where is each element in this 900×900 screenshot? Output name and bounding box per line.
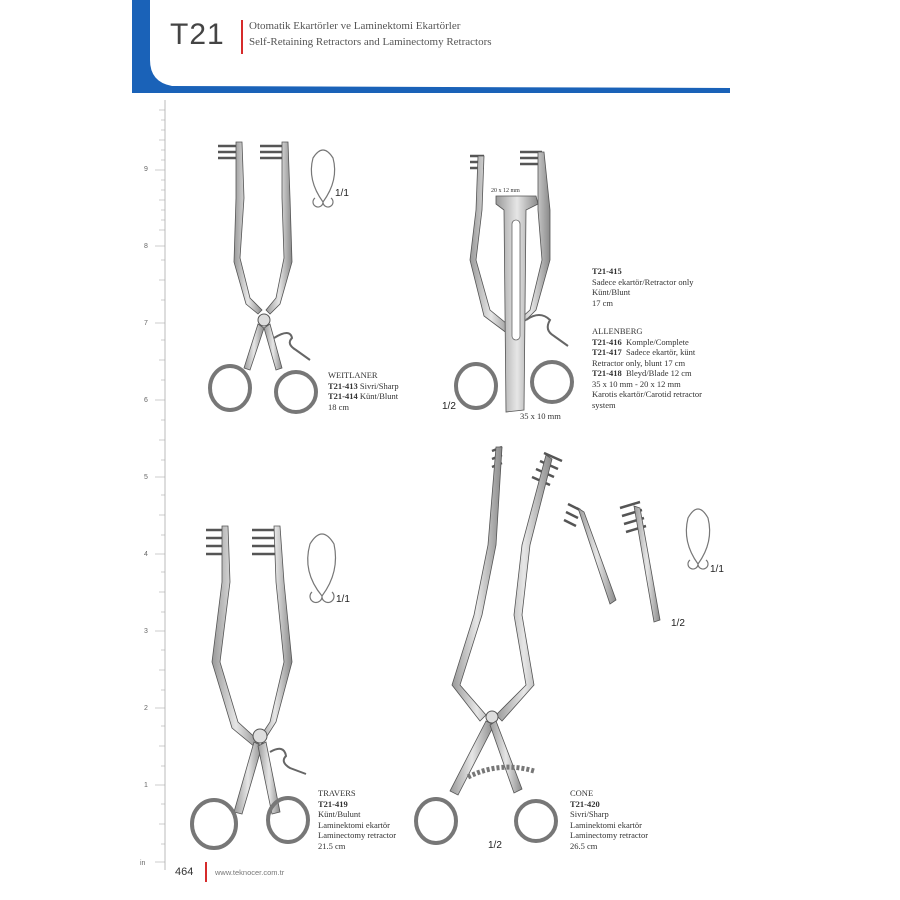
travers-desc-c: Laminectomy retractor (318, 830, 397, 840)
cone-scale: 1/2 (488, 840, 502, 851)
allenberg-name: ALLENBERG (592, 326, 643, 336)
travers-name: TRAVERS (318, 788, 356, 798)
allenberg-blade-top-size: 20 x 12 mm (491, 188, 520, 194)
code-t21-418: T21-418 (592, 368, 622, 378)
chapter-title-en: Self-Retaining Retractors and Laminectomy Retractors (249, 36, 492, 48)
desc-t21-418-c: Karotis ekartör/Carotid retractor (592, 389, 702, 399)
desc-t21-418-b: 35 x 10 mm - 20 x 12 mm (592, 378, 681, 389)
desc-t21-414: Künt/Blunt (359, 391, 399, 401)
ruler-unit: in (140, 860, 146, 867)
size-t21-415: 17 cm (592, 297, 614, 308)
chapter-code: T21 (170, 18, 225, 51)
ruler-mark-6: 6 (144, 397, 148, 404)
allenberg-scale: 1/2 (442, 401, 456, 412)
weitlaner-item-414 (328, 391, 399, 402)
travers-label (318, 788, 396, 851)
desc-t21-413: Sivri/Sharp (359, 380, 399, 391)
cone-label (570, 788, 648, 851)
cone-name: CONE (570, 788, 594, 798)
travers-retractor-image (180, 522, 320, 862)
desc-t21-415-a: Sadece ekartör/Retractor only (592, 276, 694, 287)
ruler-mark-1: 1 (144, 782, 148, 789)
travers-tip-scale: 1/1 (336, 594, 350, 605)
desc-t21-415-b: Künt/Blunt (592, 287, 631, 297)
desc-t21-418: Bleyd/Blade 12 cm (626, 368, 692, 378)
code-t21-415: T21-415 (592, 266, 622, 276)
footer-url[interactable]: www.teknocer.com.tr (215, 868, 285, 877)
weitlaner-tip-profile-image (303, 140, 343, 210)
code-t21-417: T21-417 (592, 347, 622, 357)
cone-tip-scale: 1/1 (710, 564, 724, 575)
header-corner-shape (0, 0, 160, 95)
code-t21-419: T21-419 (318, 798, 348, 809)
weitlaner-size: 18 cm (328, 401, 350, 412)
cone-detail-scale: 1/2 (671, 618, 685, 629)
desc-t21-417-b: Retractor only, blunt 17 cm (592, 357, 686, 368)
header-rule (132, 90, 730, 93)
header-divider (241, 20, 243, 54)
desc-t21-416: Komple/Complete (626, 336, 689, 347)
cone-desc-c: Laminectomy retractor (570, 830, 649, 840)
code-t21-413: T21-413 (328, 380, 358, 391)
desc-t21-417-a: Sadece ekartör, künt (626, 347, 696, 357)
allenberg-label (592, 326, 702, 410)
cone-tip-profile-image (678, 498, 718, 574)
allenberg-415-label (592, 266, 693, 308)
cone-tip-detail-image (560, 500, 670, 630)
ruler-mark-8: 8 (144, 243, 148, 250)
travers-desc-b: Laminektomi ekartör (318, 819, 390, 830)
ruler-mark-3: 3 (144, 628, 148, 635)
weitlaner-tip-scale: 1/1 (335, 188, 349, 199)
cone-desc-b: Laminektomi ekartör (570, 819, 642, 830)
ruler-mark-4: 4 (144, 551, 148, 558)
footer-divider (205, 862, 207, 882)
travers-desc-a: Künt/Bulunt (318, 809, 361, 819)
desc-t21-418-d: system (592, 399, 616, 410)
allenberg-blade-bottom-size: 35 x 10 mm (520, 411, 561, 421)
cone-size: 26.5 cm (570, 840, 598, 851)
weitlaner-label (328, 370, 399, 412)
code-t21-416: T21-416 (592, 336, 622, 347)
cone-desc-a: Sivri/Sharp (570, 809, 609, 819)
ruler-mark-5: 5 (144, 474, 148, 481)
chapter-title-tr: Otomatik Ekartörler ve Laminektomi Ekartörler (249, 20, 461, 32)
ruler-mark-9: 9 (144, 166, 148, 173)
travers-size: 21.5 cm (318, 840, 346, 851)
cone-retractor-image (410, 445, 580, 855)
ruler-mark-2: 2 (144, 705, 148, 712)
ruler-mark-7: 7 (144, 320, 148, 327)
weitlaner-name: WEITLANER (328, 370, 378, 380)
weitlaner-item-413 (328, 381, 399, 392)
code-t21-414: T21-414 (328, 391, 358, 401)
inch-ruler (150, 100, 170, 880)
code-t21-420: T21-420 (570, 798, 600, 809)
page-number: 464 (175, 866, 194, 878)
